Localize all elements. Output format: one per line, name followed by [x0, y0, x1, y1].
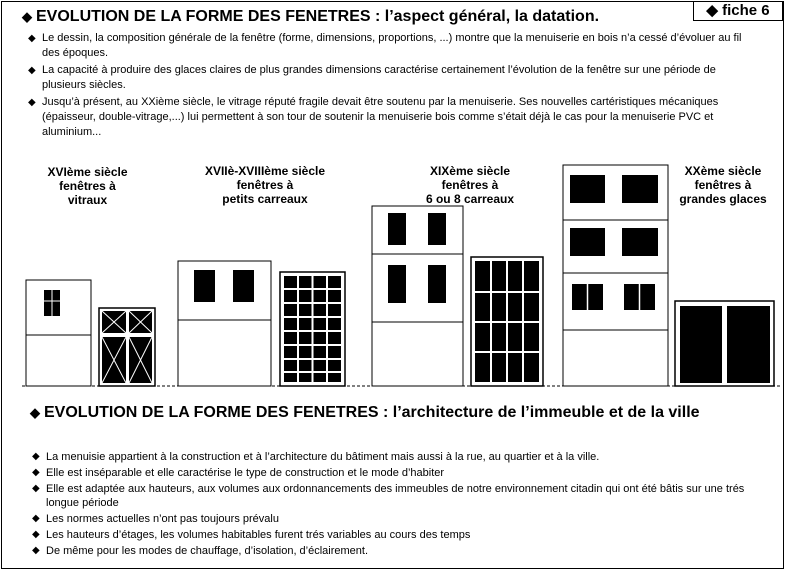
list-item: ◆ Elle est adaptée aux hauteurs, aux volumes aux ordonnancements des immeubles de notre environnement citadin qui ont été bâtis sur une trés longue période	[32, 483, 745, 509]
list-item: ◆ Jusqu’à présent, au XXième siècle, le vitrage réputé fragile devait être soutenu par la menuiserie. Ses nouvelles cartéristiques mécaniques (épaisseur, double-vitrage,...) lui permettent à son tour de soutenir la menuiserie bois comme s’était déjà le cas pour la menuiserie PVC et aluminium...	[28, 96, 719, 138]
diamond-icon: ◆	[706, 2, 718, 19]
period-label-17-18: XVIIè-XVIIIème siècle fenêtres à petits carreaux	[204, 164, 326, 206]
list-item: ◆ Les normes actuelles n’ont pas toujours prévalu	[32, 513, 279, 525]
list-item: ◆ Les hauteurs d’étages, les volumes habitables furent trés variables au cours des temps	[32, 529, 471, 541]
diamond-icon: ◆	[22, 9, 32, 24]
diamond-icon: ◆	[30, 405, 40, 420]
diamond-icon: ◆	[32, 451, 40, 462]
diamond-icon: ◆	[28, 97, 36, 108]
list-item: ◆ La menuisie appartient à la construction et à l’architecture du bâtiment mais aussi à la rue, au quartier et à la ville.	[32, 451, 600, 463]
fiche-badge	[693, 1, 783, 21]
section2-title: ◆ EVOLUTION DE LA FORME DES FENETRES : l’architecture de l’immeuble et de la ville	[30, 404, 700, 421]
list-item: ◆ De même pour les modes de chauffage, d’isolation, d’éclairement.	[32, 545, 369, 557]
diamond-icon: ◆	[28, 65, 36, 76]
window-detail-20th-century	[675, 301, 774, 386]
section1-bullets	[28, 31, 758, 142]
window-detail-17th-18th-century	[280, 272, 345, 386]
diamond-icon: ◆	[32, 545, 40, 556]
period-label-20: XXème siècle fenêtres à grandes glaces	[679, 164, 767, 206]
window-detail-16th-century	[99, 308, 155, 386]
diamond-icon: ◆	[32, 529, 40, 540]
period-label-16: XVIème siècle fenêtres à vitraux	[47, 165, 128, 207]
diamond-icon: ◆	[32, 483, 40, 494]
building-20th-century	[563, 165, 668, 386]
diamond-icon: ◆	[32, 513, 40, 524]
period-label-19: XIXème siècle fenêtres à 6 ou 8 carreaux	[425, 164, 515, 206]
building-17th-18th-century	[178, 261, 271, 386]
building-19th-century	[372, 206, 463, 386]
section2-bullets	[32, 450, 767, 560]
list-item: ◆ Elle est inséparable et elle caractérise le type de construction et le mode d’habiter	[32, 467, 445, 479]
window-detail-19th-century	[471, 257, 543, 386]
list-item: ◆ La capacité à produire des glaces claires de plus grandes dimensions caractérise certainement l’évolution de la fenêtre sur une période de plusieurs siècles.	[28, 64, 716, 91]
fiche-label: fiche 6	[722, 2, 770, 19]
diamond-icon: ◆	[32, 467, 40, 478]
list-item: ◆ Le dessin, la composition générale de la fenêtre (forme, dimensions, proportions, ...) montre que la menuiserie en bois n’a cessé d’évoluer au fil des époques.	[28, 32, 742, 59]
section1-title: ◆ EVOLUTION DE LA FORME DES FENETRES : l’aspect général, la datation.	[22, 8, 600, 25]
diamond-icon: ◆	[28, 33, 36, 44]
building-16th-century	[26, 280, 91, 386]
window-evolution-illustration	[0, 150, 787, 395]
